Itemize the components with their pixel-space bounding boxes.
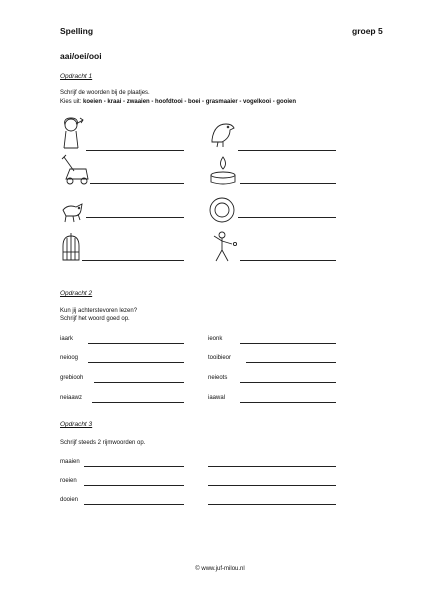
answer-line[interactable] xyxy=(82,260,184,261)
lawn-mower-icon xyxy=(58,155,90,185)
tealight-icon xyxy=(208,155,238,187)
reversed-word: ieonk xyxy=(208,336,223,342)
exercise-1-choices xyxy=(60,98,296,106)
reversed-word: neieots xyxy=(208,375,228,381)
exercise-2-question: Kun jij achterstevoren lezen? xyxy=(60,308,138,314)
choices-list: koeien - kraai - zwaaien - hoofdtooi - boei - grasmaaier - vogelkooi - gooien xyxy=(83,99,297,105)
answer-line[interactable] xyxy=(238,217,336,218)
answer-line[interactable] xyxy=(92,402,184,403)
hair-stylist-icon xyxy=(58,116,84,150)
answer-line[interactable] xyxy=(240,343,336,344)
reversed-word: grebiooh xyxy=(60,375,84,381)
answer-line[interactable] xyxy=(240,183,336,184)
worksheet-title: Spelling xyxy=(60,26,94,36)
reversed-word: neiaawz xyxy=(60,395,83,401)
answer-line[interactable] xyxy=(208,466,336,467)
rhyme-word: maaien xyxy=(60,459,80,465)
reversed-word: tooibieor xyxy=(208,355,232,361)
footer-copyright: © www.juf-milou.nl xyxy=(195,566,245,572)
answer-line[interactable] xyxy=(208,485,336,486)
exercise-3-instruction: Schrijf steeds 2 rijmwoorden op. xyxy=(60,440,146,446)
answer-line[interactable] xyxy=(238,150,336,151)
answer-line[interactable] xyxy=(246,362,336,363)
lifebuoy-icon xyxy=(208,196,236,224)
reversed-word: neioog xyxy=(60,355,79,361)
answer-line[interactable] xyxy=(240,402,336,403)
answer-line[interactable] xyxy=(240,382,336,383)
answer-line[interactable] xyxy=(90,183,184,184)
choices-prefix: Kies uit: xyxy=(60,99,84,105)
answer-line[interactable] xyxy=(86,150,184,151)
answer-line[interactable] xyxy=(88,362,184,363)
answer-line[interactable] xyxy=(94,382,184,383)
crow-icon xyxy=(208,118,236,148)
cows-icon xyxy=(60,200,86,224)
exercise-2-instruction: Schrijf het woord goed op. xyxy=(60,316,130,322)
rhyme-word: dooien xyxy=(60,497,79,503)
birdcage-icon xyxy=(60,232,82,264)
answer-line[interactable] xyxy=(84,504,184,505)
exercise-2-label: Opdracht 2 xyxy=(60,290,93,297)
thrower-icon xyxy=(210,230,238,264)
worksheet-subtitle: aai/oei/ooi xyxy=(60,51,102,61)
answer-line[interactable] xyxy=(84,466,184,467)
grade-label: groep 5 xyxy=(352,26,383,36)
answer-line[interactable] xyxy=(240,260,336,261)
rhyme-word: roeien xyxy=(60,478,77,484)
answer-line[interactable] xyxy=(88,343,184,344)
exercise-3-label: Opdracht 3 xyxy=(60,421,93,428)
answer-line[interactable] xyxy=(84,485,184,486)
answer-line[interactable] xyxy=(86,217,184,218)
reversed-word: iaawal xyxy=(208,395,226,401)
exercise-1-label: Opdracht 1 xyxy=(60,73,93,80)
reversed-word: iaark xyxy=(60,336,74,342)
exercise-1-instruction: Schrijf de woorden bij de plaatjes. xyxy=(60,90,150,96)
answer-line[interactable] xyxy=(208,504,336,505)
